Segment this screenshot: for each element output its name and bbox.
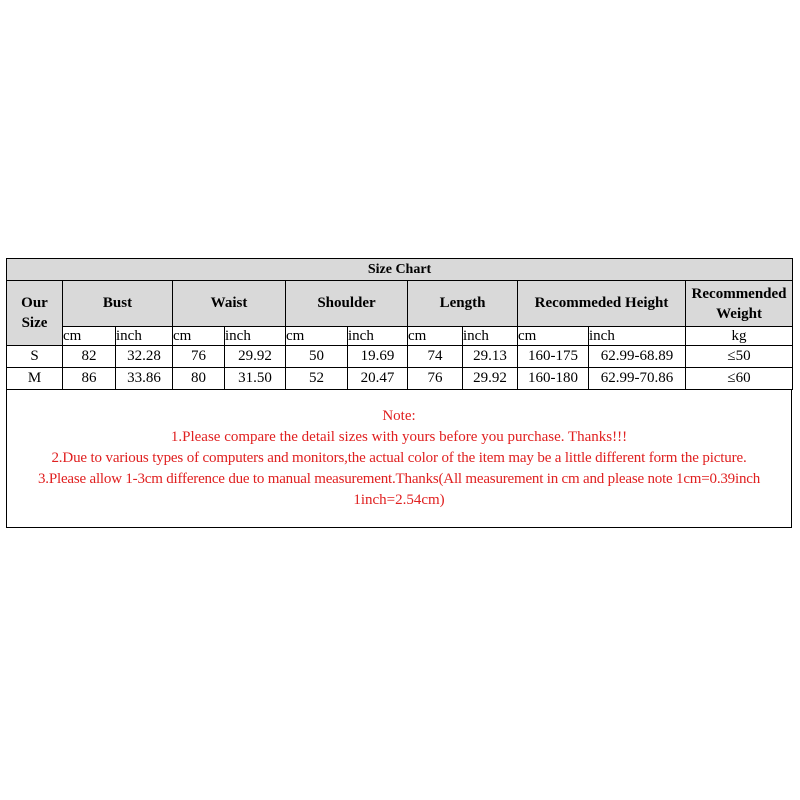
unit-cell: cm — [518, 327, 589, 346]
notes-box — [6, 390, 792, 528]
unit-cell: cm — [63, 327, 116, 346]
unit-cell: inch — [463, 327, 518, 346]
value-cell: 80 — [173, 368, 225, 390]
note-line-1: 1.Please compare the detail sizes with yours before you purchase. Thanks!!! — [170, 429, 628, 445]
value-cell: 74 — [408, 346, 463, 368]
unit-row — [7, 327, 793, 346]
value-cell: 32.28 — [116, 346, 173, 368]
unit-cell: cm — [408, 327, 463, 346]
note-line-3: 3.Please allow 1-3cm difference due to manual measurement.Thanks(All measurement in cm and please note 1cm=0.39inch — [37, 471, 761, 487]
size-cell: S — [7, 346, 63, 368]
note-heading: Note: — [382, 408, 416, 424]
header-height: Recommeded Height — [518, 281, 686, 327]
header-bust: Bust — [63, 281, 173, 327]
header-our-size: Our Size — [7, 281, 63, 346]
value-cell: 52 — [286, 368, 348, 390]
header-shoulder: Shoulder — [286, 281, 408, 327]
value-cell: 33.86 — [116, 368, 173, 390]
value-cell: 86 — [63, 368, 116, 390]
value-cell: 29.13 — [463, 346, 518, 368]
note-line-3-cont: 1inch=2.54cm) — [353, 492, 445, 508]
unit-cell: cm — [173, 327, 225, 346]
value-cell: 62.99-70.86 — [589, 368, 686, 390]
unit-cell: inch — [348, 327, 408, 346]
table-row — [7, 346, 793, 368]
unit-cell: inch — [225, 327, 286, 346]
header-length: Length — [408, 281, 518, 327]
header-row — [7, 281, 793, 327]
size-table — [6, 258, 793, 390]
value-cell: 160-180 — [518, 368, 589, 390]
unit-cell: cm — [286, 327, 348, 346]
unit-cell: inch — [116, 327, 173, 346]
size-chart — [6, 258, 792, 528]
value-cell: ≤50 — [686, 346, 793, 368]
value-cell: 20.47 — [348, 368, 408, 390]
unit-cell: inch — [589, 327, 686, 346]
value-cell: 62.99-68.89 — [589, 346, 686, 368]
header-waist: Waist — [173, 281, 286, 327]
value-cell: 29.92 — [463, 368, 518, 390]
table-row — [7, 368, 793, 390]
value-cell: 160-175 — [518, 346, 589, 368]
value-cell: 19.69 — [348, 346, 408, 368]
value-cell: 50 — [286, 346, 348, 368]
title-row — [7, 259, 793, 281]
value-cell: 29.92 — [225, 346, 286, 368]
value-cell: 76 — [173, 346, 225, 368]
value-cell: ≤60 — [686, 368, 793, 390]
value-cell: 31.50 — [225, 368, 286, 390]
header-weight: Recommended Weight — [686, 281, 793, 327]
note-line-2: 2.Due to various types of computers and monitors,the actual color of the item may be a little different form the picture. — [51, 450, 747, 466]
unit-cell: kg — [686, 327, 793, 346]
table-title: Size Chart — [7, 259, 793, 281]
value-cell: 76 — [408, 368, 463, 390]
size-cell: M — [7, 368, 63, 390]
value-cell: 82 — [63, 346, 116, 368]
